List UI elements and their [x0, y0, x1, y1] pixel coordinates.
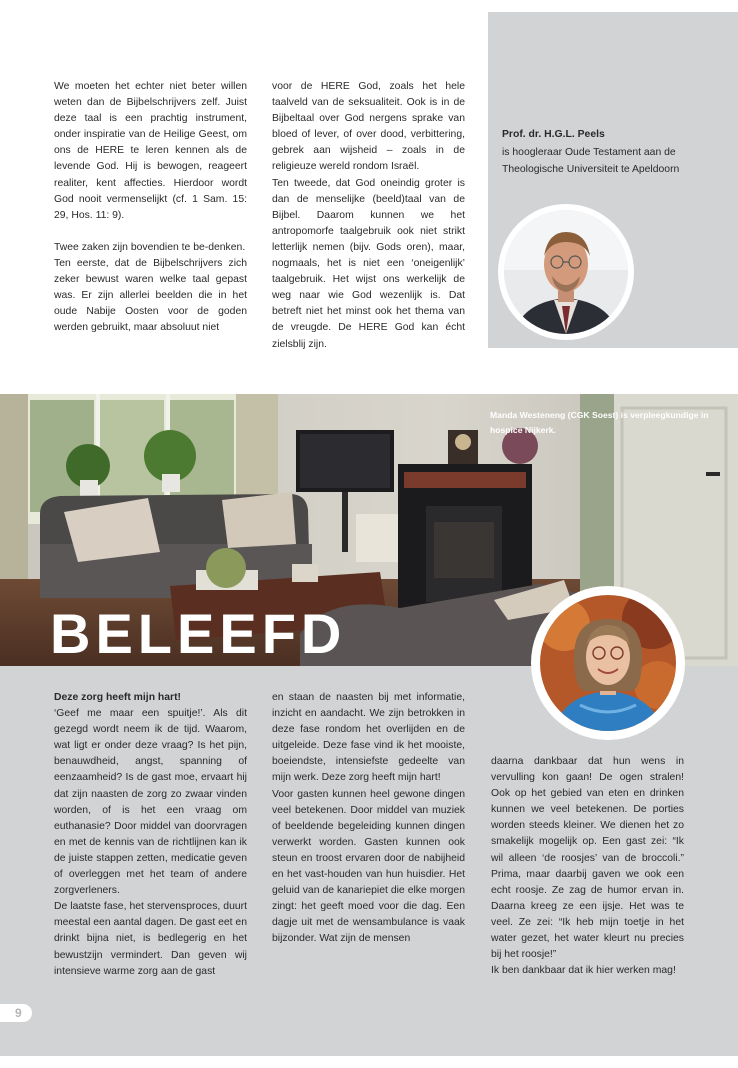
article-bottom-column-2: [272, 690, 465, 948]
paragraph: Twee zaken zijn bovendien te be-denken.: [54, 241, 246, 253]
paragraph: Ten tweede, dat God oneindig groter is dan de menselijke (beeld)taal van de Bijbel. Daarom kunnen we het antropomorfe taalgebruik ook niet strikt letterlijk nemen (bijv. Gods oren), maar, nogmaals, het is niet een ‘oneigenlijk’ taalgebruik. Het wijst ons werkelijk de weg naar wie God wezenlijk is. Dat betreft niet het minst ook het thema van de vreugde. De HERE God kan écht zielsblij zijn.: [272, 177, 465, 350]
paragraph: en staan de naasten bij met informatie, inzicht en aandacht. We zijn betrokken in deze fase rondom het overlijden en de uitgeleide. Deze fase vind ik het mooiste, boeiendste, intensiefste gedeelte van mijn werk. Deze zorg heeft mijn hart!: [272, 692, 465, 784]
article-top-column-1: [54, 79, 247, 336]
paragraph: Voor gasten kunnen heel gewone dingen veel betekenen. Door middel van muziek of beeldende begeleiding kunnen dingen verwerkt worden. Gasten kunnen ook steun en troost ervaren door de nabijheid en het vast-houden van hun huisdier. Het geluid van de kanariepiet die elke morgen zingt: het geeft moed voor die dag. Een dagje uit met de wensambulance is vaak bijzonder. Wat zijn de mensen: [272, 788, 465, 945]
paragraph: We moeten het echter niet beter willen weten dan de Bijbelschrijvers zelf. Juist deze taal is een prachtig instrument, onder inspiratie van de Heilige Geest, om ons de HERE te leren kennen als de levende God. Hij is bewogen, reageert realiter, kent affecties. Hierdoor wordt God nooit vermenselijkt (cf. 1 Sam. 15: 29, Hos. 11: 9).: [54, 81, 247, 221]
paragraph: Ten eerste, dat de Bijbelschrijvers zich zeker bewust waren welke taal gepast was. Er zijn allerlei beelden die in het oude Nabije Oosten voor de goden werden gebruikt, maar absoluut niet: [54, 257, 247, 334]
photo-caption: Manda Westeneng (CGK Soest) is verpleegkundige in hospice Nijkerk.: [490, 410, 709, 435]
page-number: 9: [15, 1006, 22, 1020]
paragraph: daarna dankbaar dat hun wens in vervulling kon gaan! De ogen stralen! Ook op het gebied van eten en drinken kunnen we veel betekenen. De porties worden steeds kleiner. We dienen het zo smakelijk mogelijk op. Een gast zei: “Ik wil alleen ‘de roosjes’ van de broccoli.” Prima, maar daarbij gaven we ook een echt roosje. Ze zag de humor ervan in. Daarna kreeg ze een ijsje. Het was te veel. Ze zei: “Ik heb mijn toetje in het water gezet, het water kleurt nu precies bij het roosje!”: [491, 756, 684, 961]
author-description: is hoogleraar Oude Testament aan de Theologische Universiteit te Apeldoorn: [502, 146, 680, 175]
paragraph: De laatste fase, het stervensproces, duurt meestal een aantal dagen. De gast eet en drinkt bijna niet, is bedlegerig en het bewustzijn vermindert. Dan geven wij intensieve warme zorg aan de gast: [54, 901, 247, 977]
author-portrait: [504, 210, 628, 334]
paragraph: Ik ben dankbaar dat ik hier werken mag!: [491, 965, 676, 977]
article-heading: Deze zorg heeft mijn hart!: [54, 692, 182, 703]
author-bio: [502, 126, 732, 179]
article-bottom-column-1: [54, 690, 247, 980]
article-top-column-2: [272, 79, 465, 353]
nurse-portrait: [540, 595, 676, 731]
paragraph: ‘Geef me maar een spuitje!’. Als dit gezegd wordt neem ik de tijd. Waarom, wat ligt er onder deze vraag? Is het pijn, benauwdheid, angst, spanning of eenzaamheid? Is de gast moe, ervaart hij dat zijn naasten de zorg zo zwaar vinden worden, of is het een vraag om euthanasie? Door middel van doorvragen en met de kennis van de richtlijnen kan ik de juiste stappen zetten, medicatie geven of overleggen met het team of andere zorgverleners.: [54, 708, 247, 897]
section-title: BELEEFD: [50, 602, 347, 665]
article-bottom-column-3: [491, 754, 684, 979]
paragraph: voor de HERE God, zoals het hele taalveld van de seksualiteit. Ook is in de Bijbeltaal over God nergens sprake van bloed of lever, of over dood, verbittering, gebrek aan wijsheid – zoals in de religieuze wereld rondom Israël.: [272, 81, 465, 173]
author-name: Prof. dr. H.G.L. Peels: [502, 129, 605, 140]
bottom-margin: [0, 1056, 738, 1068]
